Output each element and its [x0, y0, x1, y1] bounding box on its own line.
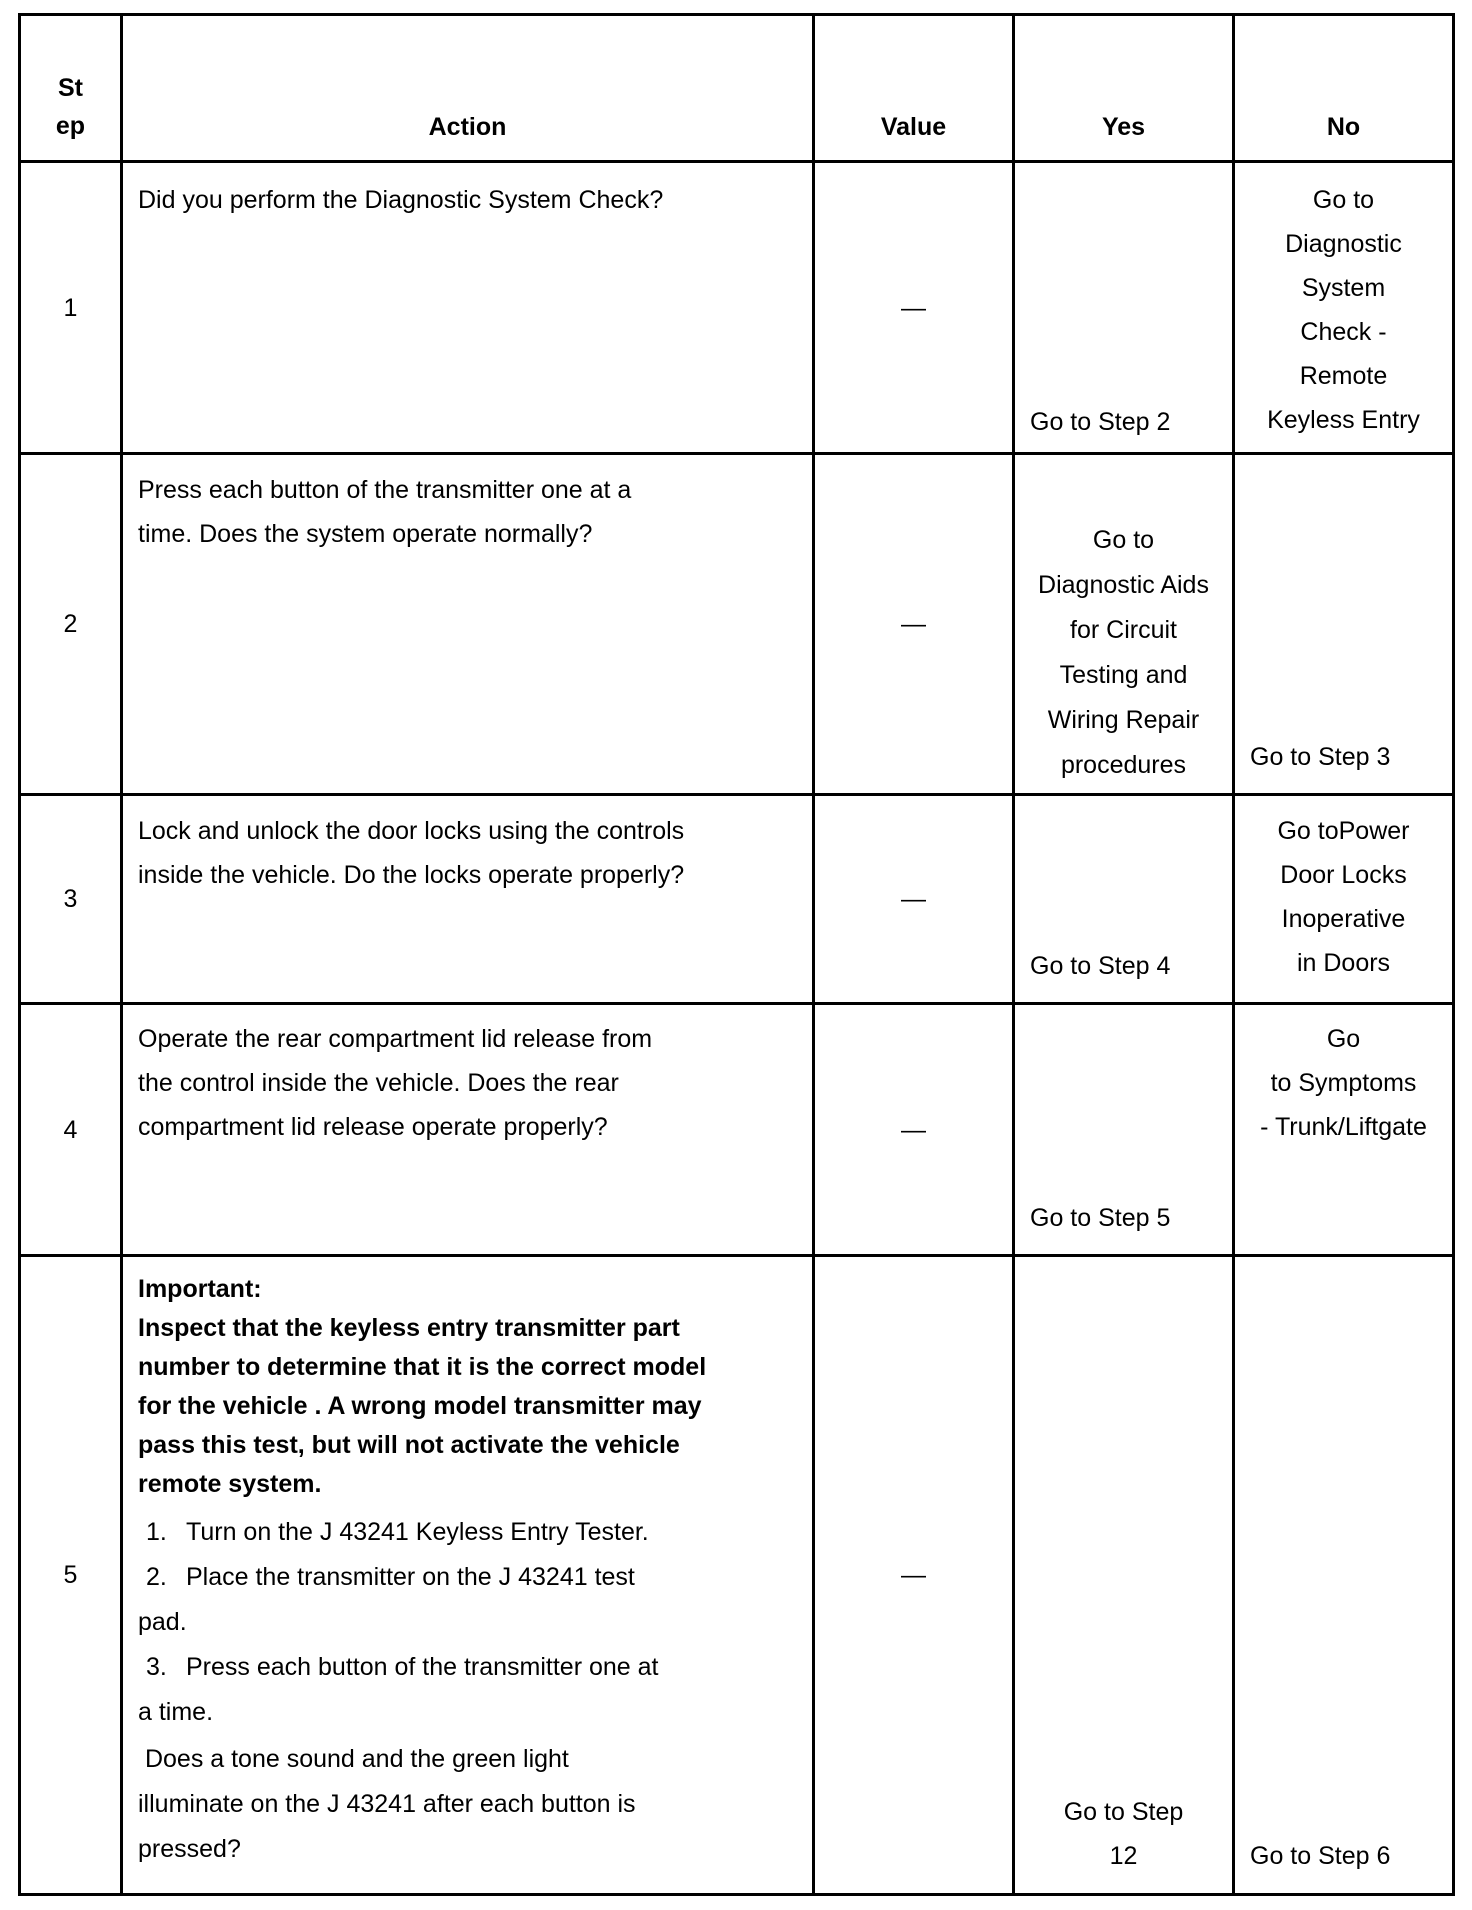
list-number: 1.	[146, 1518, 167, 1546]
table-border-top	[18, 13, 1455, 16]
list-item	[138, 1645, 808, 1690]
header-value: Value	[880, 113, 947, 141]
table-col-line-3	[1012, 15, 1015, 1896]
list-item-continued: a time.	[138, 1698, 214, 1726]
important-note: Important: Inspect that the keyless entry transmitter part number to determine that it is the correct model for the vehicle . A wrong model transmitter may pass this test, but will not activate the vehicle remote system.	[138, 1275, 707, 1498]
header-no: No	[1326, 113, 1361, 141]
value-dash: —	[901, 885, 926, 913]
table-row-line-4	[18, 1002, 1455, 1005]
table-row-line-1	[18, 160, 1455, 163]
step-number: 4	[63, 1115, 78, 1144]
action-text: Press each button of the transmitter one at a time. Does the system operate normally?	[138, 476, 632, 548]
header-action: Action	[428, 113, 507, 141]
step-number: 3	[63, 885, 78, 913]
list-item	[138, 1510, 808, 1555]
yes-link[interactable]: Go to Step 12	[1063, 1798, 1184, 1870]
action-text: Did you perform the Diagnostic System Check?	[138, 186, 664, 214]
value-dash: —	[901, 293, 926, 322]
yes-link[interactable]: Go to Step 4	[1030, 952, 1171, 980]
no-link[interactable]: Go to Step 6	[1250, 1842, 1391, 1870]
value-dash: —	[901, 1115, 926, 1144]
value-dash: —	[901, 610, 926, 638]
list-text: Turn on the J 43241 Keyless Entry Tester.	[186, 1518, 649, 1546]
list-item	[138, 1555, 808, 1600]
table-row-line-2	[18, 452, 1455, 455]
yes-link[interactable]: Go to Diagnostic Aids for Circuit Testing and Wiring Repair procedures	[1038, 526, 1209, 779]
procedure-list	[138, 1510, 808, 1735]
list-text: Press each button of the transmitter one at	[186, 1653, 659, 1681]
action-cell	[138, 1270, 808, 1872]
header-step: St ep	[55, 74, 86, 140]
table-col-line-5	[1452, 15, 1455, 1896]
table-row-line-5	[18, 1254, 1455, 1257]
question-text: Does a tone sound and the green light illuminate on the J 43241 after each button is pressed?	[138, 1745, 636, 1863]
yes-link[interactable]: Go to Step 5	[1030, 1204, 1171, 1232]
header-yes: Yes	[1101, 113, 1146, 141]
no-link[interactable]: Go to Symptoms - Trunk/Liftgate	[1260, 1025, 1427, 1141]
value-dash: —	[901, 1561, 926, 1589]
list-item-continued: pad.	[138, 1608, 187, 1636]
step-number: 5	[63, 1561, 78, 1589]
list-number: 3.	[146, 1653, 167, 1681]
table-border-bottom	[18, 1893, 1455, 1896]
table-col-line-1	[120, 15, 123, 1896]
no-link[interactable]: Go to Diagnostic System Check - Remote Keyless Entry	[1267, 186, 1420, 434]
step-number: 1	[63, 293, 78, 322]
action-text: Lock and unlock the door locks using the controls inside the vehicle. Do the locks operate properly?	[138, 817, 685, 889]
action-text: Operate the rear compartment lid release from the control inside the vehicle. Does the rear compartment lid release operate properly?	[138, 1025, 653, 1141]
table-row-line-3	[18, 793, 1455, 796]
no-link[interactable]: Go to Step 3	[1250, 743, 1391, 771]
list-number: 2.	[146, 1563, 167, 1591]
step-number: 2	[63, 610, 78, 638]
yes-link[interactable]: Go to Step 2	[1030, 408, 1171, 436]
list-text: Place the transmitter on the J 43241 test	[186, 1563, 635, 1591]
no-link[interactable]: Go toPower Door Locks Inoperative in Doors	[1277, 817, 1410, 977]
